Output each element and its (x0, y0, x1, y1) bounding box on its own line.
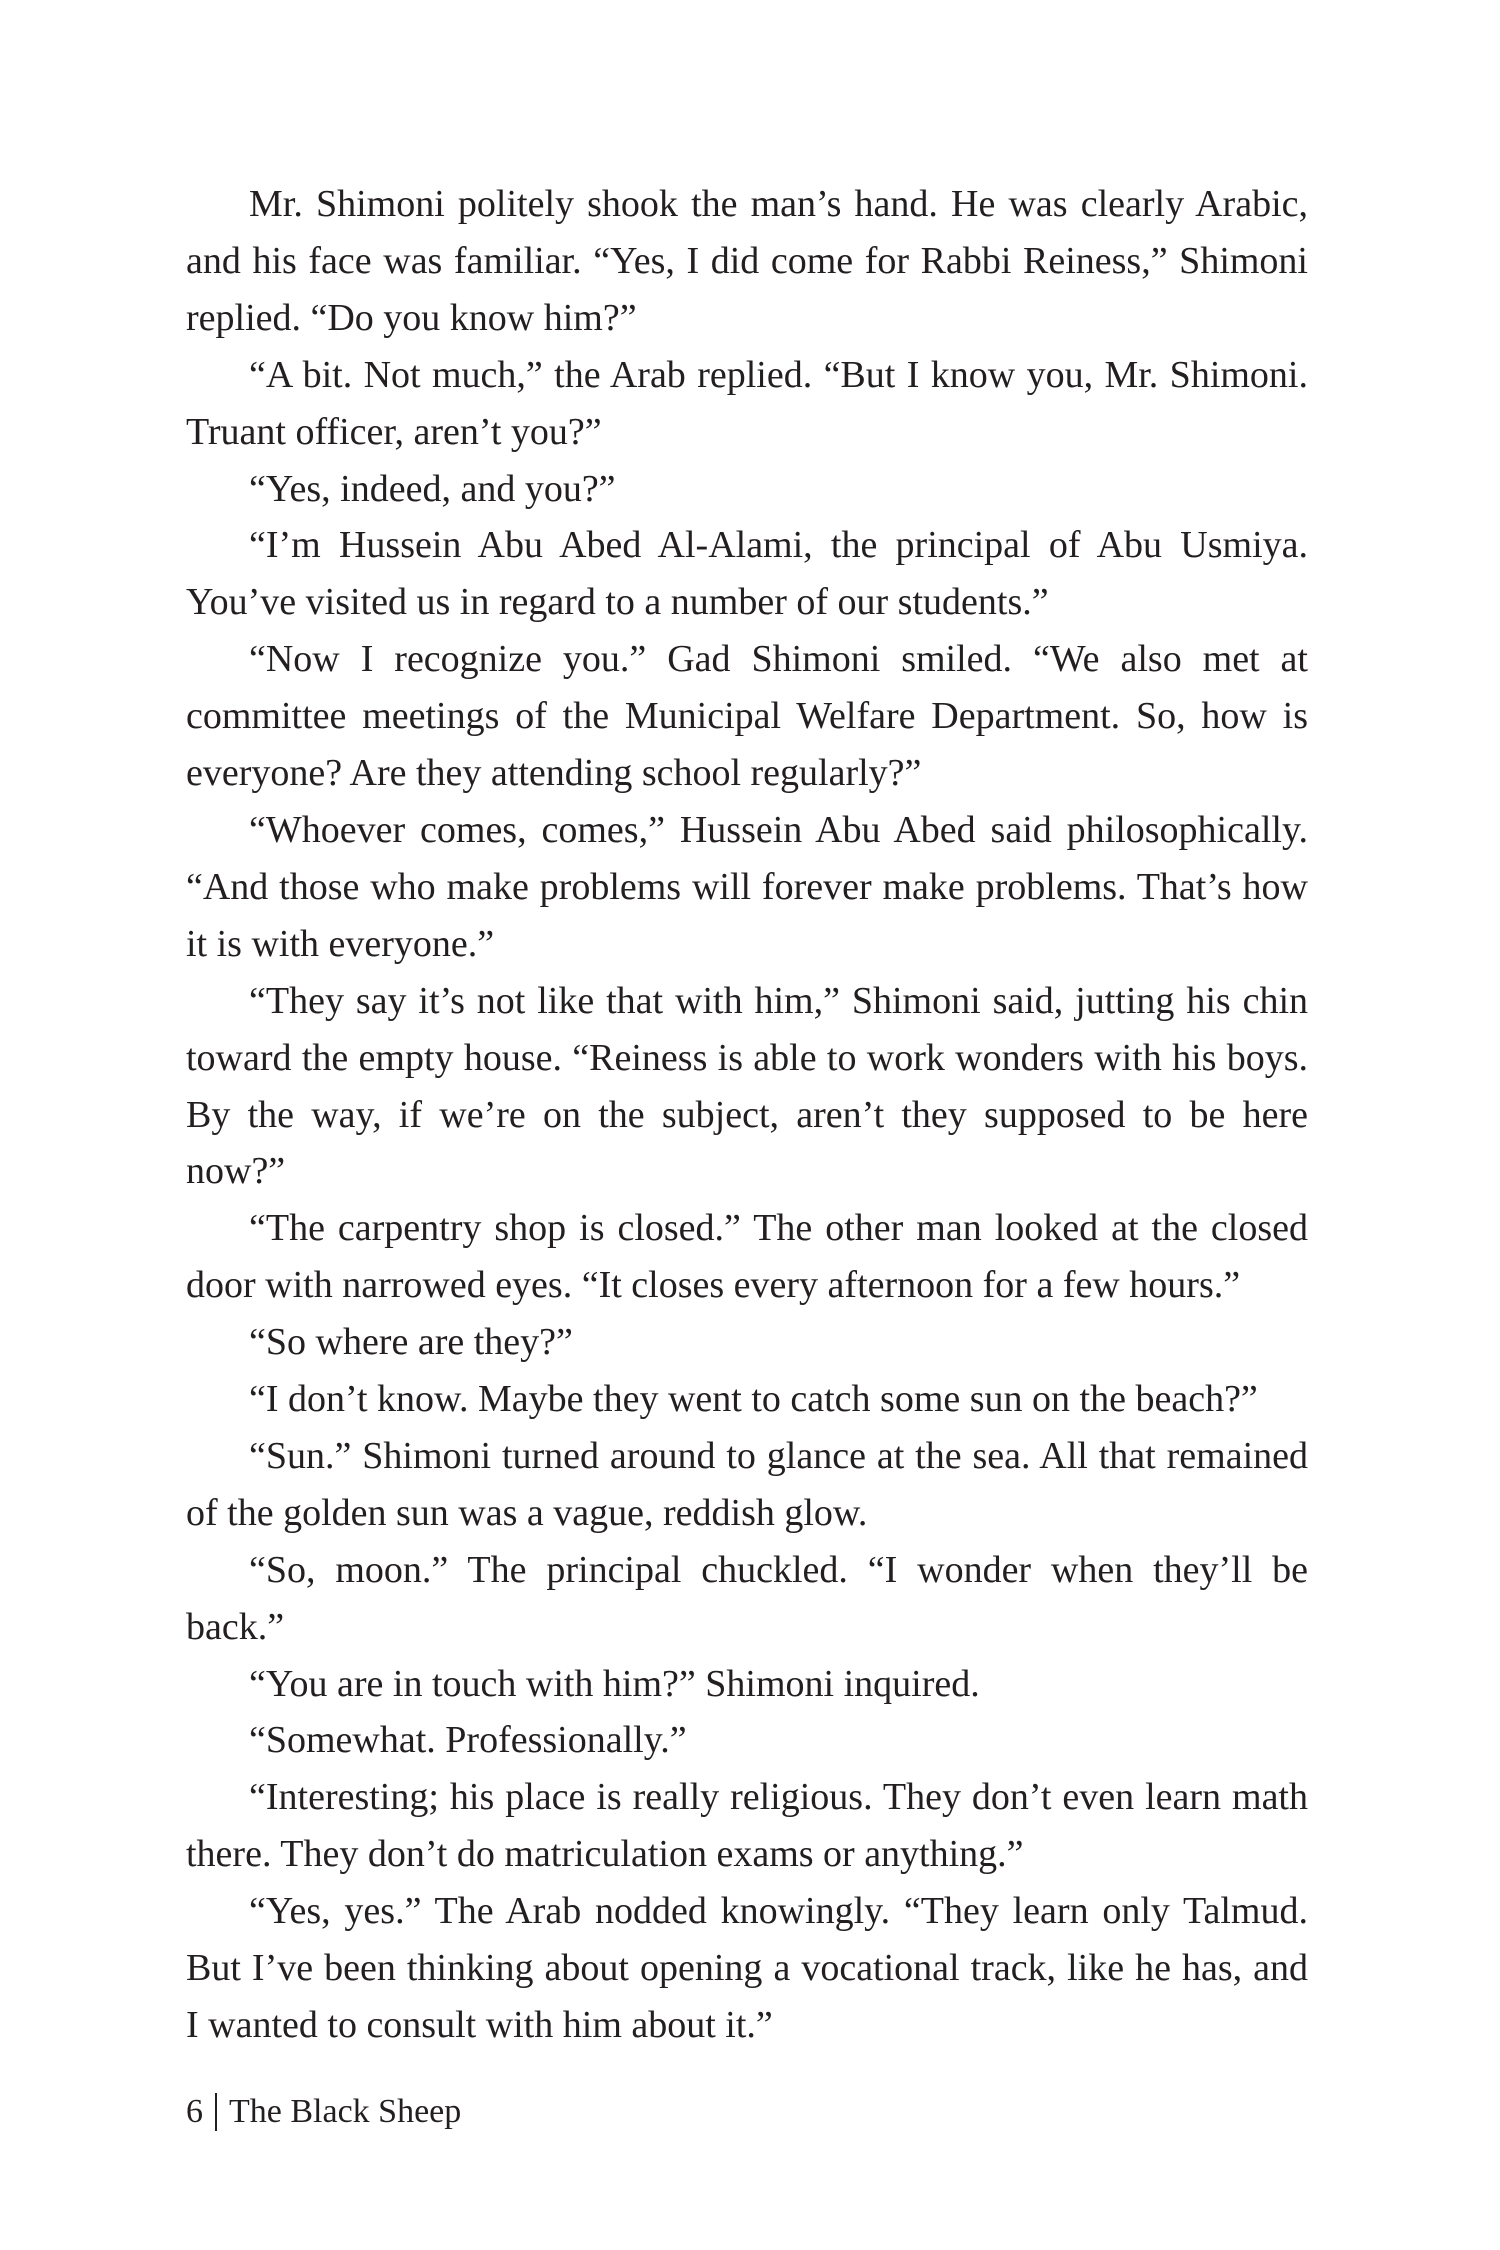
paragraph: “So where are they?” (249, 1321, 573, 1364)
paragraph: “Interesting; his place is really religious. They don’t even learn math there. They don’t do matriculation exams or anything.” (186, 1776, 1308, 1876)
paragraph: “You are in touch with him?” Shimoni inquired. (249, 1662, 980, 1705)
paragraph: “A bit. Not much,” the Arab replied. “But I know you, Mr. Shimoni. Truant officer, aren’t you?” (186, 353, 1308, 453)
paragraph: “I don’t know. Maybe they went to catch some sun on the beach?” (249, 1378, 1258, 1421)
paragraph: “Somewhat. Professionally.” (249, 1719, 687, 1762)
page-number: 6 (186, 2093, 203, 2130)
paragraph: “Yes, yes.” The Arab nodded knowingly. “They learn only Talmud. But I’ve been thinking about opening a vocational track, like he has, and I wanted to consult with him about it.” (186, 1890, 1308, 2046)
running-title: The Black Sheep (229, 2093, 462, 2130)
paragraph: Mr. Shimoni politely shook the man’s hand. He was clearly Arabic, and his face was familiar. “Yes, I did come for Rabbi Reiness,” Shimoni replied. “Do you know him?” (186, 183, 1308, 339)
paragraph: “Now I recognize you.” Gad Shimoni smiled. “We also met at committee meetings of the Municipal Welfare Department. So, how is everyone? Are they attending school regularly?” (186, 638, 1308, 795)
paragraph: “Sun.” Shimoni turned around to glance at the sea. All that remained of the golden sun was a vague, reddish glow. (186, 1434, 1308, 1534)
body-text (186, 176, 1308, 2054)
paragraph: “Yes, indeed, and you?” (249, 467, 616, 510)
folio-divider (215, 2093, 217, 2131)
paragraph: “I’m Hussein Abu Abed Al-Alami, the principal of Abu Usmiya. You’ve visited us in regard to a number of our students.” (186, 524, 1308, 624)
paragraph: “So, moon.” The principal chuckled. “I wonder when they’ll be back.” (186, 1548, 1308, 1648)
paragraph: “They say it’s not like that with him,” Shimoni said, jutting his chin toward the empty house. “Reiness is able to work wonders with his boys. By the way, if we’re on the subject, aren’t they supposed to be here now?” (186, 979, 1308, 1193)
page-footer (186, 2090, 461, 2134)
paragraph: “Whoever comes, comes,” Hussein Abu Abed said philosophically. “And those who make problems will forever make problems. That’s how it is with everyone.” (186, 808, 1308, 965)
paragraph: “The carpentry shop is closed.” The other man looked at the closed door with narrowed eyes. “It closes every afternoon for a few hours.” (186, 1207, 1308, 1307)
